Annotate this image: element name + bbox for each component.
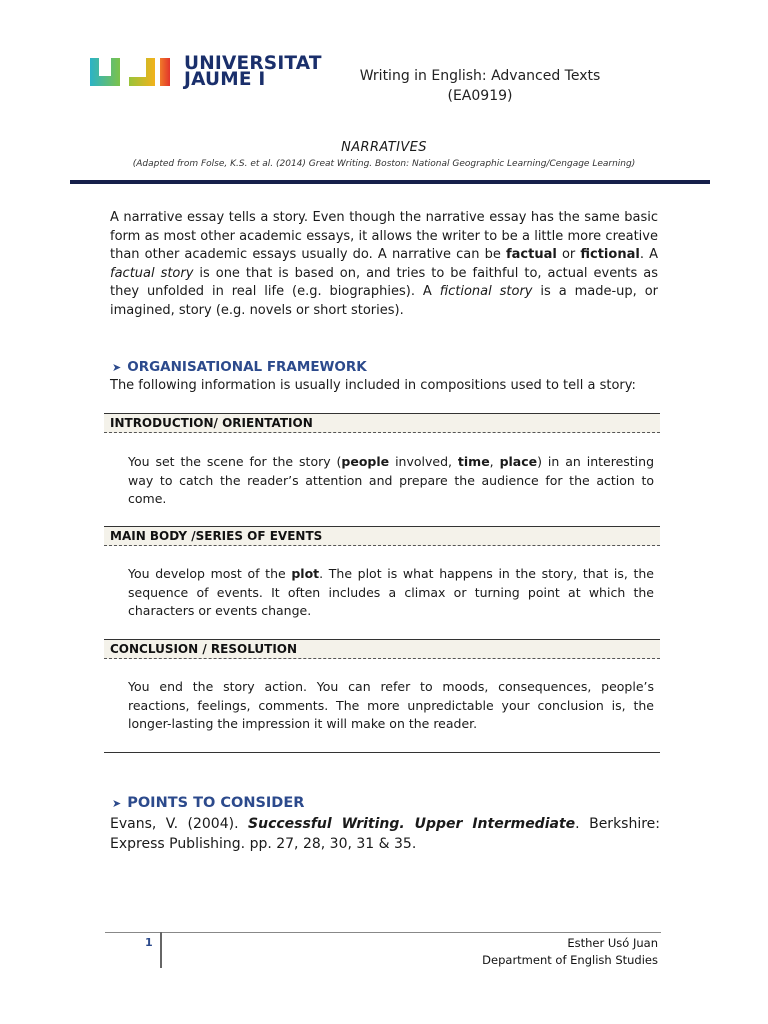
reference-text: . Berkshire: Express Publishing. pp. 27, 28, 30, 31 & 35. [110, 816, 661, 852]
reference-text: Evans, V. (2004). [110, 816, 249, 832]
intro-paragraph [110, 209, 658, 320]
term-people: people [341, 454, 390, 469]
footer-author: Esther Usó Juan [567, 936, 658, 950]
term-factual: factual [505, 247, 557, 262]
section-text-introduction [128, 453, 654, 509]
uji-logo-mark-icon [90, 56, 176, 88]
intro-text: is a made-up, or imagined, story (e.g. novels or short stories). [110, 284, 658, 318]
intro-text: . A [639, 247, 658, 262]
term-plot: plot [291, 566, 320, 581]
logo-line-1: UNIVERSITAT [184, 53, 322, 74]
section-label: INTRODUCTION/ ORIENTATION [110, 416, 313, 430]
term-fictional: fictional [580, 247, 640, 262]
section-text-main-body [128, 565, 654, 621]
term-fictional-story: fictional story [439, 284, 533, 299]
term-factual-story: factual story [110, 265, 194, 281]
box-bottom-rule [104, 752, 660, 753]
framework-heading [112, 359, 367, 375]
section-text: You develop most of the [128, 566, 292, 581]
source-citation: (Adapted from Folse, K.S. et al. (2014) Great Writing. Boston: National Geographic Learning/Cengage Learning) [132, 159, 636, 169]
section-band-introduction [104, 413, 660, 433]
course-title [330, 66, 630, 106]
logo-line-2: JAUME I [184, 69, 266, 90]
points-heading-label: POINTS TO CONSIDER [127, 795, 305, 811]
page-title: NARRATIVES [341, 140, 427, 155]
university-logo [90, 53, 322, 90]
section-label: CONCLUSION / RESOLUTION [110, 642, 298, 656]
intro-text: or [556, 247, 581, 262]
arrow-bullet-icon: ➤ [112, 361, 122, 374]
course-code: (EA0919) [447, 88, 513, 104]
footer-rule [105, 932, 661, 933]
footer-department: Department of English Studies [482, 953, 658, 967]
section-text: ) in an interesting way to catch the reader’s attention and prepare the audience for the action to come. [128, 454, 655, 506]
framework-lead: The following information is usually included in compositions used to tell a story: [110, 378, 636, 393]
section-text: involved, [389, 454, 458, 469]
reference-title: Successful Writing. Upper Intermediate [248, 816, 576, 832]
section-label: MAIN BODY /SERIES OF EVENTS [110, 529, 323, 543]
header-divider [70, 180, 710, 184]
section-text: You set the scene for the story ( [128, 454, 342, 469]
section-band-main-body [104, 526, 660, 546]
intro-text: A narrative essay tells a story. Even though the narrative essay has the same basic form as most other academic essays, it allows the writer to be a little more creative than other academic essays usually do. A narrative can be [110, 210, 658, 262]
page-number: 1 [145, 936, 153, 949]
course-name: Writing in English: Advanced Texts [359, 68, 601, 84]
arrow-bullet-icon: ➤ [112, 797, 122, 810]
intro-text: is one that is based on, and tries to be faithful to, actual events as they unfolded in real life (e.g. biographies). A [110, 265, 658, 299]
section-text: , [489, 454, 500, 469]
section-text: . The plot is what happens in the story, that is, the sequence of events. It often includes a climax or turning point at which the characters or events change. [128, 566, 655, 618]
footer-divider [160, 932, 162, 968]
points-heading [112, 795, 304, 811]
footer-info [420, 935, 658, 969]
logo-wordmark [184, 53, 322, 90]
term-place: place [499, 454, 538, 469]
framework-heading-label: ORGANISATIONAL FRAMEWORK [127, 359, 367, 375]
section-band-conclusion [104, 639, 660, 659]
reference-entry [110, 814, 660, 854]
section-text-conclusion: You end the story action. You can refer to moods, consequences, people’s reactions, feelings, comments. The more unpredictable your conclusion is, the longer-lasting the impression it will make on the reader. [128, 679, 654, 731]
term-time: time [457, 454, 490, 469]
